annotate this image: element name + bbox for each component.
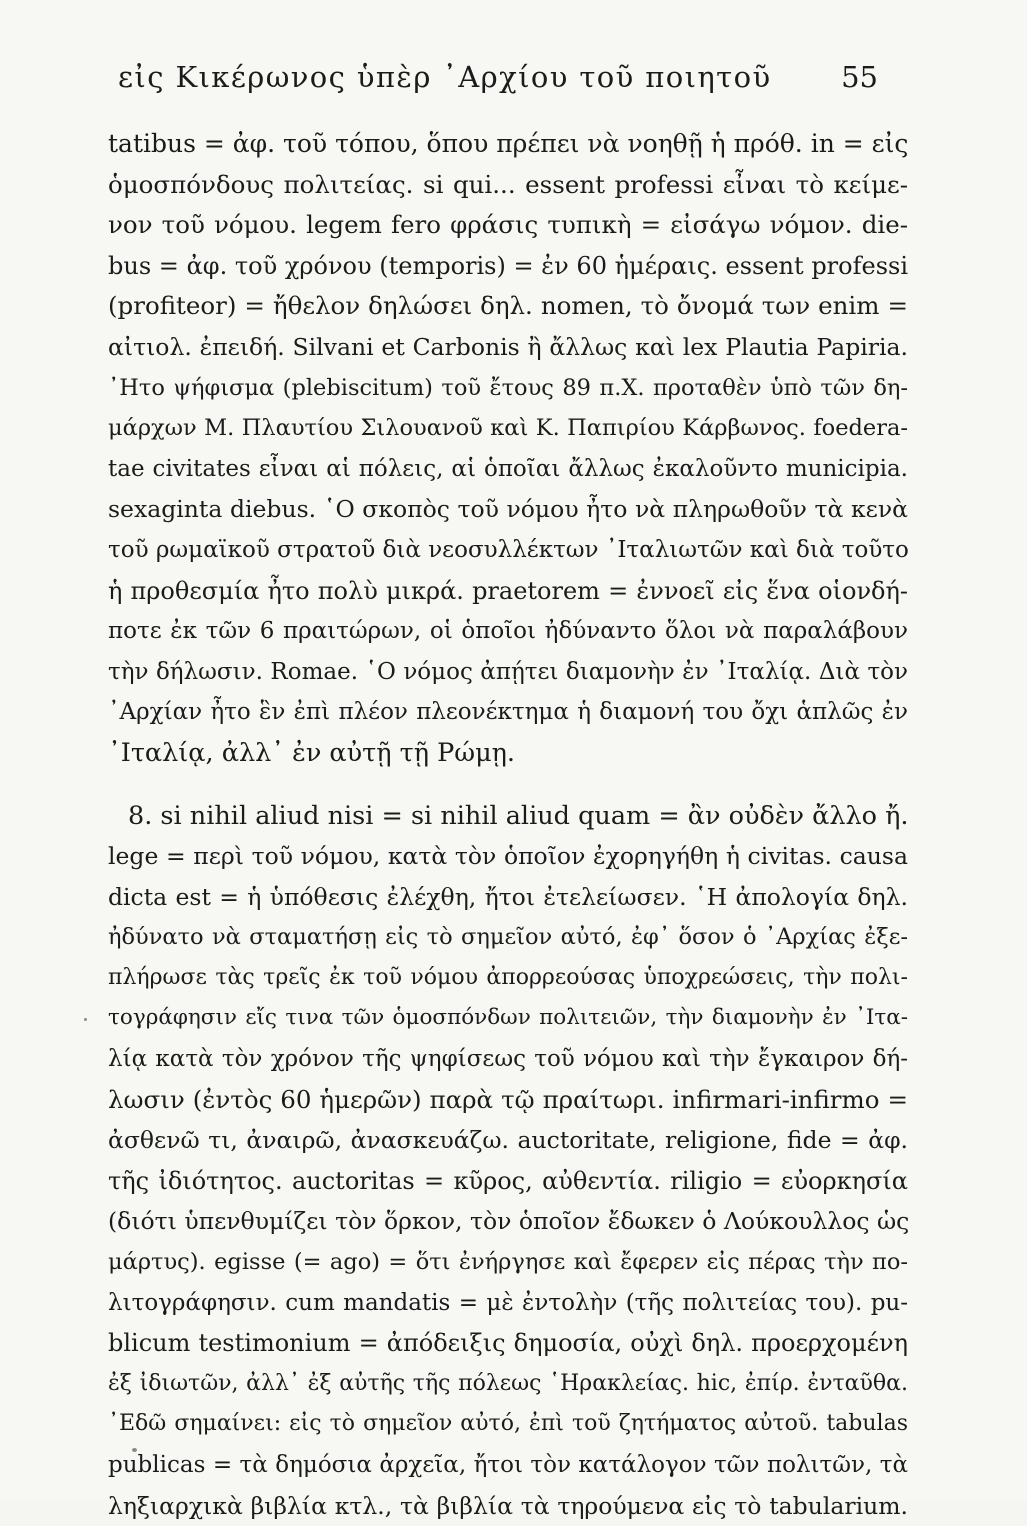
text-line: (διότι ὑπενθυμίζει τὸν ὅρκον, τὸν ὁποῖον ἔδωκεν ὁ Λούκουλλος ὡς <box>108 1201 908 1242</box>
body-text <box>108 124 908 1526</box>
text-line: λιτογράφησιν. cum mandatis = μὲ ἐντολὴν (τῆς πολιτείας του). pu- <box>108 1283 908 1324</box>
text-line: λωσιν (ἐντὸς 60 ἡμερῶν) παρὰ τῷ πραίτωρι. infirmari-infirmo = <box>108 1080 908 1121</box>
text-line: tatibus = ἀφ. τοῦ τόπου, ὅπου πρέπει νὰ νοηθῇ ἡ πρόθ. in = εἰς <box>108 124 908 165</box>
text-line: μάρτυς). egisse (= ago) = ὅτι ἐνήργησε καὶ ἔφερεν εἰς πέρας τὴν πο- <box>108 1242 908 1283</box>
text-line: ἠδύνατο νὰ σταματήσῃ εἰς τὸ σημεῖον αὐτό, ἐφ᾽ ὅσον ὁ ᾽Αρχίας ἐξε- <box>108 917 908 958</box>
paragraph-commentary-7 <box>108 124 908 774</box>
text-line: bus = ἀφ. τοῦ χρόνου (temporis) = ἐν 60 ἡμέραις. essent professi <box>108 246 908 287</box>
text-line: τὴν δήλωσιν. Romae. ῾Ο νόμος ἀπῄτει διαμονὴν ἐν ᾽Ιταλίᾳ. Διὰ τὸν <box>108 652 908 693</box>
paragraph-gap <box>108 774 908 796</box>
text-line: ᾽Εδῶ σημαίνει: εἰς τὸ σημεῖον αὐτό, ἐπὶ τοῦ ζητήματος αὐτοῦ. tabulas <box>108 1404 908 1445</box>
text-line: ἐξ ἰδιωτῶν, ἀλλ᾽ ἐξ αὐτῆς τῆς πόλεως ῾Ηρακλείας. hic, ἐπίρ. ἐνταῦθα. <box>108 1364 908 1405</box>
text-line: λίᾳ κατὰ τὸν χρόνον τῆς ψηφίσεως τοῦ νόμου καὶ τὴν ἔγκαιρον δή- <box>108 1039 908 1080</box>
paper-speck <box>132 1448 137 1452</box>
text-line: νον τοῦ νόμου. legem fero φράσις τυπικὴ = εἰσάγω νόμον. die- <box>108 205 908 246</box>
text-line-last: ᾽Ιταλίᾳ, ἀλλ᾽ ἐν αὐτῇ τῇ Ρώμῃ. <box>108 733 908 774</box>
running-head <box>118 60 878 104</box>
text-line: μάρχων Μ. Πλαυτίου Σιλουανοῦ καὶ Κ. Παπιρίου Κάρβωνος. foedera- <box>108 408 908 449</box>
text-line: blicum testimonium = ἀπόδειξις δημοσία, οὐχὶ δηλ. προερχομένη <box>108 1323 908 1364</box>
text-line: αἰτιολ. ἐπειδή. Silvani et Carbonis ἢ ἄλλως καὶ lex Plautia Papiria. <box>108 327 908 368</box>
text-line: ἡ προθεσμία ἦτο πολὺ μικρά. praetorem = ἐννοεῖ εἰς ἕνα οἱονδή- <box>108 571 908 612</box>
text-line: τογράφησιν εἴς τινα τῶν ὁμοσπόνδων πολιτειῶν, τὴν διαμονὴν ἐν ᾽Ιτα- <box>108 998 908 1039</box>
text-line: ποτε ἐκ τῶν 6 πραιτώρων, οἱ ὁποῖοι ἠδύναντο ὅλοι νὰ παραλάβουν <box>108 611 908 652</box>
text-line: πλήρωσε τὰς τρεῖς ἐκ τοῦ νόμου ἀπορρεούσας ὑποχρεώσεις, τὴν πολι- <box>108 958 908 999</box>
text-line: τῆς ἰδιότητος. auctoritas = κῦρος, αὐθεντία. riligio = εὐορκησία <box>108 1161 908 1202</box>
paragraph-commentary-8 <box>108 796 908 1526</box>
text-line: publicas = τὰ δημόσια ἀρχεῖα, ἤτοι τὸν κατάλογον τῶν πολιτῶν, τὰ <box>108 1445 908 1486</box>
text-line: dicta est = ἡ ὑπόθεσις ἐλέχθη, ἤτοι ἐτελείωσεν. ῾Η ἀπολογία δηλ. <box>108 877 908 918</box>
text-line: (profiteor) = ἤθελον δηλώσει δηλ. nomen, τὸ ὄνομά των enim = <box>108 286 908 327</box>
text-line: ᾽Ητο ψήφισμα (plebiscitum) τοῦ ἔτους 89 π.Χ. προταθὲν ὑπὸ τῶν δη- <box>108 368 908 409</box>
running-title: εἰς Κικέρωνος ὑπὲρ ᾽Αρχίου τοῦ ποιητοῦ <box>118 60 772 94</box>
paper-speck <box>84 1018 87 1021</box>
text-line: lege = περὶ τοῦ νόμου, κατὰ τὸν ὁποῖον ἐχορηγήθη ἡ civitas. causa <box>108 836 908 877</box>
page-number: 55 <box>841 60 878 94</box>
text-line-first: 8. si nihil aliud nisi = si nihil aliud quam = ἂν οὐδὲν ἄλλο ἤ. <box>108 796 908 837</box>
text-line: sexaginta diebus. ῾Ο σκοπὸς τοῦ νόμου ἦτο νὰ πληρωθοῦν τὰ κενὰ <box>108 489 908 530</box>
text-line: τοῦ ρωμαϊκοῦ στρατοῦ διὰ νεοσυλλέκτων ᾽Ιταλιωτῶν καὶ διὰ τοῦτο <box>108 530 908 571</box>
text-line: ἀσθενῶ τι, ἀναιρῶ, ἀνασκευάζω. auctoritate, religione, fide = ἀφ. <box>108 1120 908 1161</box>
text-line: ᾽Αρχίαν ἦτο ἓν ἐπὶ πλέον πλεονέκτημα ἡ διαμονή του ὄχι ἁπλῶς ἐν <box>108 692 908 733</box>
text-line-last: ληξιαρχικὰ βιβλία κτλ., τὰ βιβλία τὰ τηρούμενα εἰς τὸ tabularium. <box>108 1486 908 1526</box>
text-line: tae civitates εἶναι αἱ πόλεις, αἱ ὁποῖαι ἄλλως ἐκαλοῦντο municipia. <box>108 449 908 490</box>
text-line: ὁμοσπόνδους πολιτείας. si qui... essent professi εἶναι τὸ κείμε- <box>108 165 908 206</box>
